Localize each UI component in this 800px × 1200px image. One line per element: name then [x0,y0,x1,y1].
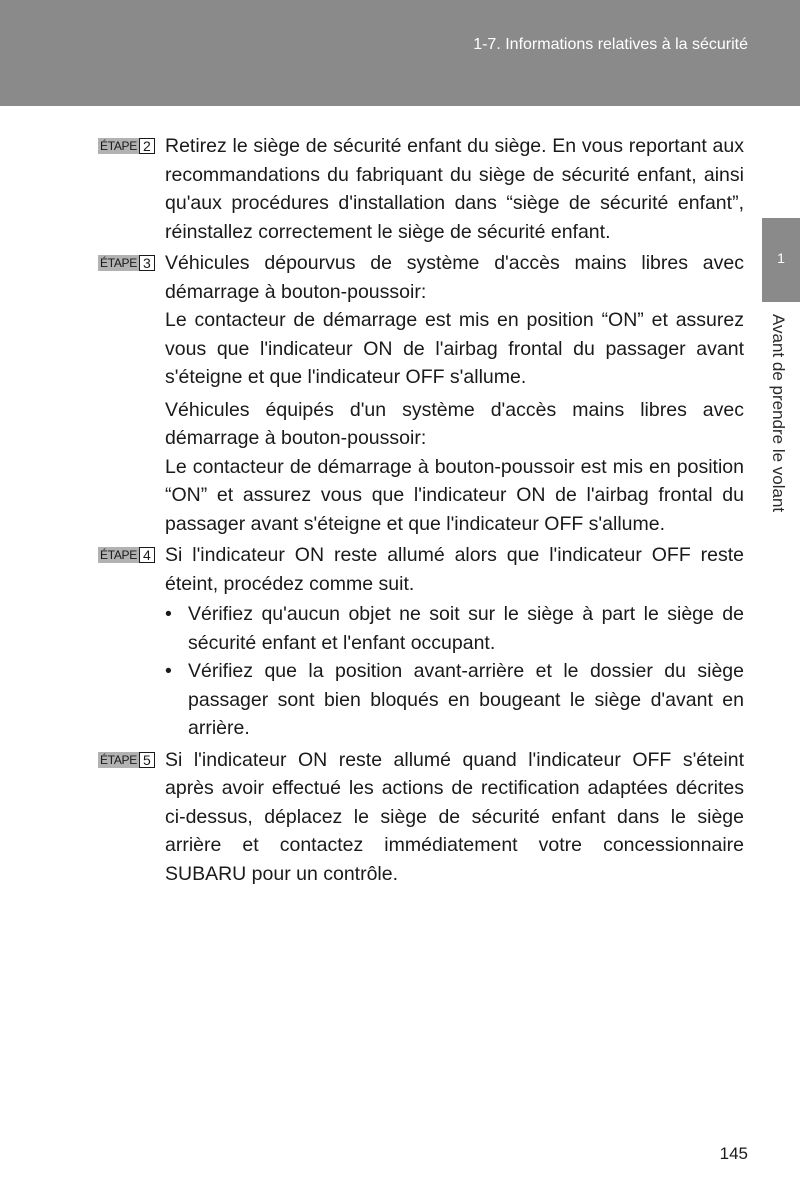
step-paragraph: Le contacteur de démarrage est mis en position “ON” et assurez vous que l'indicateur ON de l'airbag frontal du passager avant s'éteigne et que l'indicateur OFF s'allume. [165,309,744,388]
list-item [165,657,744,743]
chapter-tab [762,218,800,302]
step-5 [98,746,744,889]
step-4 [98,541,744,743]
list-item-text: Vérifiez qu'aucun objet ne soit sur le siège à part le siège de sécurité enfant et l'enfant occupant. [188,603,744,654]
step-paragraph: Si l'indicateur ON reste allumé alors que l'indicateur OFF reste éteint, procédez comme suit. [165,544,744,595]
step-badge-label: ÉTAPE [100,139,137,153]
step-paragraph: Retirez le siège de sécurité enfant du siège. En vous reportant aux recommandations du fabriquant du siège de sécurité enfant, ainsi qu'aux procédures d'installation dans “siège de sécurité enfant”, réinstallez correctement le siège de sécurité enfant. [165,135,744,243]
step-badge-label: ÉTAPE [100,548,137,562]
page-content [98,132,744,891]
step-badge-number: 4 [139,547,155,563]
step-paragraph: Véhicules équipés d'un système d'accès mains libres avec démarrage à bouton-poussoir: [165,398,744,449]
step-badge [98,547,155,563]
bullet-list [165,600,744,743]
step-badge-number: 2 [139,138,155,154]
chapter-label: Avant de prendre le volant [769,314,788,513]
page-number: 145 [719,1144,748,1163]
step-2 [98,132,744,246]
step-3 [98,249,744,538]
step-badge [98,255,155,271]
bullet-icon: • [165,660,172,682]
step-badge-label: ÉTAPE [100,256,137,270]
step-paragraph: Le contacteur de démarrage à bouton-poussoir est mis en position “ON” et assurez vous que l'indicateur ON de l'airbag frontal du passager avant s'éteigne et que l'indicateur OFF s'allume. [165,455,744,535]
chapter-number: 1 [777,250,785,266]
step-badge [98,752,155,768]
list-item [165,600,744,657]
step-badge-number: 5 [139,752,155,768]
section-title: 1-7. Informations relatives à la sécurité [473,36,748,53]
bullet-icon: • [165,603,172,625]
list-item-text: Vérifiez que la position avant-arrière et le dossier du siège passager sont bien bloqués en bougeant le siège d'avant en arrière. [188,660,744,739]
step-badge [98,138,155,154]
step-paragraph: Si l'indicateur ON reste allumé quand l'indicateur OFF s'éteint après avoir effectué les actions de rectification adaptées décrites ci-dessus, déplacez le siège de sécurité enfant dans le siège arrière et contactez immédiatement votre concessionnaire SUBARU pour un contrôle. [165,748,744,885]
step-badge-label: ÉTAPE [100,752,137,767]
step-badge-number: 3 [139,255,155,271]
step-paragraph: Véhicules dépourvus de système d'accès mains libres avec démarrage à bouton-poussoir: [165,252,744,303]
page-header [0,0,800,106]
